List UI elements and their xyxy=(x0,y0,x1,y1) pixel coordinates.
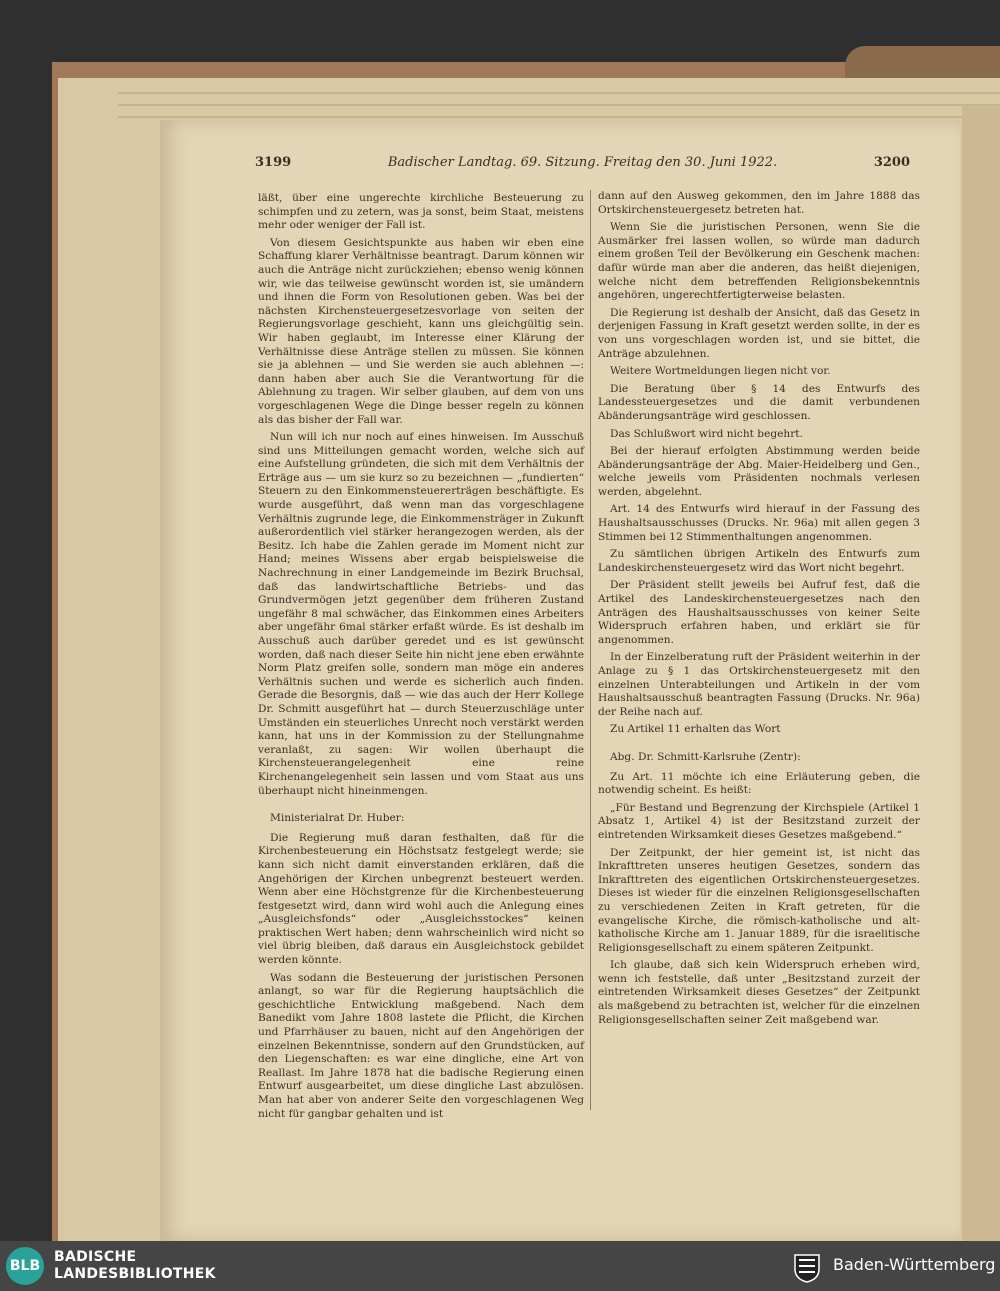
library-name[interactable] xyxy=(54,1249,216,1283)
paragraph: Weitere Wortmeldungen liegen nicht vor. xyxy=(610,365,831,378)
paragraph: Die Regierung muß daran festhalten, daß für die Kirchenbesteuerung ein Höchstsatz festgelegt werde; sie kann sich nicht damit einverstanden erklären, daß die Angehörigen der Kirchen unbegrenzt besteuert werden. Wenn aber eine Höchstgrenze für die Kirchenbesteuerung festgesetzt wird, dann wird wohl auch die Anlegung eines „Ausgleichsfonds“ oder „Ausgleichsstockes“ keinen praktischen Wert haben; denn wahrscheinlich wird nicht so viel übrig bleiben, daß daraus ein Ausgleichstock gebildet werden könnte. xyxy=(258,831,584,967)
paragraph: Wenn Sie die juristischen Personen, wenn Sie die Ausmärker frei lassen wollen, so würde man dadurch einem großen Teil der Bevölkerung ein Geschenk machen: dafür würde man aber die anderen, das heißt diejenigen, welche nicht dem betreffenden Religionsbekenntnis angehören, ungerechtfertigterweise belasten. xyxy=(598,221,920,302)
library-name-line2: LANDESBIBLIOTHEK xyxy=(54,1266,216,1282)
paragraph: In der Einzelberatung ruft der Präsident weiterhin in der Anlage zu § 1 das Ortskirchensteuergesetz mit den einzelnen Unterabteilungen und Artikeln in der vom Haushaltsausschuß beantragten Fassung (Drucks. Nr. 96a) der Reihe nach auf. xyxy=(598,651,920,718)
paragraph: Zu sämtlichen übrigen Artikeln des Entwurfs zum Landeskirchensteuergesetz wird das Wort nicht begehrt. xyxy=(598,548,920,574)
paragraph: „Für Bestand und Begrenzung der Kirchspiele (Artikel 1 Absatz 1, Artikel 4) ist der Besitzstand zurzeit der eintretenden Wirksamkeit dieses Gesetzes maßgebend.“ xyxy=(598,801,920,841)
text-column-right xyxy=(598,190,920,1102)
page-number-left: 3199 xyxy=(255,155,292,170)
paragraph: Die Beratung über § 14 des Entwurfs des Landessteuergesetzes und die damit verbundenen Abänderungsanträge wird geschlossen. xyxy=(598,382,920,422)
page-edge-right xyxy=(962,105,1000,1241)
paragraph: Der Zeitpunkt, der hier gemeint ist, ist nicht das Inkrafttreten unseres heutigen Gesetzes, sondern das Inkrafttreten des eigentlichen Ortskirchensteuergesetzes. Dieses ist wieder für die einzelnen Religionsgesellschaften zu verschiedenen Zeiten in Kraft getreten, für die evangelische Kirche, die römisch-katholische und alt-katholische Kirche am 1. Januar 1889, für die israelitische Religionsgesellschaft zu einem späteren Zeitpunkt. xyxy=(598,846,920,954)
text-column-left xyxy=(258,192,584,1120)
footer-bar xyxy=(0,1241,1000,1291)
paragraph: Zu Art. 11 möchte ich eine Erläuterung geben, die notwendig scheint. Es heißt: xyxy=(598,770,920,797)
paragraph: Bei der hierauf erfolgten Abstimmung werden beide Abänderungsanträge der Abg. Maier-Heidelberg und Gen., welche jeweils vom Präsidenten nochmals verlesen werden, abgelehnt. xyxy=(598,445,920,498)
paragraph: Zu Artikel 11 erhalten das Wort xyxy=(610,723,781,736)
paragraph: Ich glaube, daß sich kein Widerspruch erheben wird, wenn ich feststelle, daß unter „Besitzstand zurzeit der eintretenden Wirksamkeit dieses Gesetzes“ der Zeitpunkt als maßgebend zu betrachten ist, welcher für die einzelnen Religionsgesellschaften seiner Zeit maßgebend war. xyxy=(598,959,920,1026)
speaker-heading: Ministerialrat Dr. Huber: xyxy=(270,812,405,825)
paragraph: dann auf den Ausweg gekommen, den im Jahre 1888 das Ortskirchensteuergesetz betreten hat. xyxy=(598,190,920,216)
coat-of-arms-icon xyxy=(792,1249,822,1283)
paragraph: Die Regierung ist deshalb der Ansicht, daß das Gesetz in derjenigen Fassung in Kraft gesetzt werden sollte, in der es von uns vorgeschlagen worden ist, und sie bittet, die Anträge abzulehnen. xyxy=(598,306,920,360)
library-name-line1: BADISCHE xyxy=(54,1249,137,1265)
paragraph: Nun will ich nur noch auf eines hinweisen. Im Ausschuß sind uns Mitteilungen gemacht worden, welche sich auf eine Aufstellung gründeten, die sich mit dem Verhältnis der Erträge aus — um sie kurz so zu bezeichnen — „fundierten“ Steuern zu den Einkommensteuererträgen beschäftigte. Es wurde ausgeführt, daß wenn man das vorgeschlagene Verhältnis zugrunde lege, die Einkommensträger in Zukunft außerordentlich viel stärker herangezogen werden, als der Besitz. Ich habe die Zahlen gerade im Moment nicht zur Hand; meines Wissens aber ergab beispielsweise die Nachrechnung in einer Landgemeinde im Bezirk Bruchsal, daß das landwirtschaftliche Betriebs- und das Grundvermögen jetzt gegenüber dem früheren Zustand ungefähr 8 mal schwächer, das Einkommen eines Arbeiters aber ungefähr 6mal stärker erfaßt würde. Es ist deshalb im Ausschuß auch darüber geredet und es ist gewünscht worden, daß nach dieser Seite hin nicht jene eben erwähnte Norm Platz greifen solle, sondern man möge ein anderes Verhältnis suchen und werde es sicherlich auch finden. Gerade die Besorgnis, daß — wie das auch der Herr Kollege Dr. Schmitt ausgeführt hat — durch Steuerzuschläge unter Umständen ein steuerliches Unrecht noch verstärkt werden kann, hat uns in der Kommission zu der Stellungnahme veranlaßt, zu sagen: Wir wollen überhaupt die Kirchensteuerangelegenheit eine reine Kirchenangelegenheit sein lassen und vom Staat aus uns überhaupt nicht hineinmengen. xyxy=(258,431,584,797)
paragraph: Art. 14 des Entwurfs wird hierauf in der Fassung des Haushaltsausschusses (Drucks. Nr. 96a) mit allen gegen 3 Stimmen bei 12 Stimmenthaltungen angenommen. xyxy=(598,503,920,543)
speaker-heading: Abg. Dr. Schmitt-Karlsruhe (Zentr): xyxy=(610,750,801,763)
page-number-right: 3200 xyxy=(873,155,910,170)
paragraph: Was sodann die Besteuerung der juristischen Personen anlangt, so war für die Regierung hauptsächlich die geschichtliche Entwicklung maßgebend. Nach dem Banedikt vom Jahre 1808 lastete die Pflicht, die Kirchen und Pfarrhäuser zu bauen, nicht auf den Angehörigen der einzelnen Bekenntnisse, sondern auf den Grundstücken, auf den Liegenschaften: es war eine dingliche, eine Art von Reallast. Im Jahre 1878 hat die badische Regierung einen Entwurf ausgearbeitet, um diese dingliche Last abzulösen. Man hat aber von anderer Seite den vorgeschlagenen Weg nicht für gangbar gehalten und ist xyxy=(258,971,584,1120)
paragraph: läßt, über eine ungerechte kirchliche Besteuerung zu schimpfen und zu zetern, was ja sonst, beim Staat, meistens mehr oder weniger der Fall ist. xyxy=(258,192,584,232)
state-name[interactable]: Baden-Württemberg xyxy=(833,1255,996,1274)
blb-logo[interactable]: BLB xyxy=(6,1247,44,1285)
paragraph: Das Schlußwort wird nicht begehrt. xyxy=(610,427,803,440)
column-divider xyxy=(590,190,591,1110)
page-header xyxy=(255,155,910,177)
paragraph: Der Präsident stellt jeweils bei Aufruf fest, daß die Artikel des Landeskirchensteuergesetzes nach den Anträgen des Haushaltsausschusses von keiner Seite Widerspruch erfahren haben, und erklärt sie für angenommen. xyxy=(598,579,920,646)
running-title: Badischer Landtag. 69. Sitzung. Freitag den 30. Juni 1922. xyxy=(387,155,778,170)
paragraph: Von diesem Gesichtspunkte aus haben wir eben eine Schaffung klarer Verhältnisse beantragt. Darum können wir auch die Anträge nicht zurückziehen; ebenso wenig können wir, wie das teilweise gewünscht worden ist, sie umändern und ihnen die Form von Resolutionen geben. Was bei der nächsten Kirchensteuergesetzesvorlage von seiten der Regierungsvorlage geschieht, kann uns gleichgültig sein. Wir haben geglaubt, im Interesse einer Klärung der Verhältnisse diese Anträge stellen zu müssen. Sie können sie ja ablehnen — und Sie werden sie auch ablehnen —: dann haben aber auch Sie die Verantwortung für die Ablehnung zu tragen. Wir selber glauben, auf dem von uns vorgeschlagenen Wege die Dinge besser regeln zu können als das bisher der Fall war. xyxy=(258,236,584,426)
